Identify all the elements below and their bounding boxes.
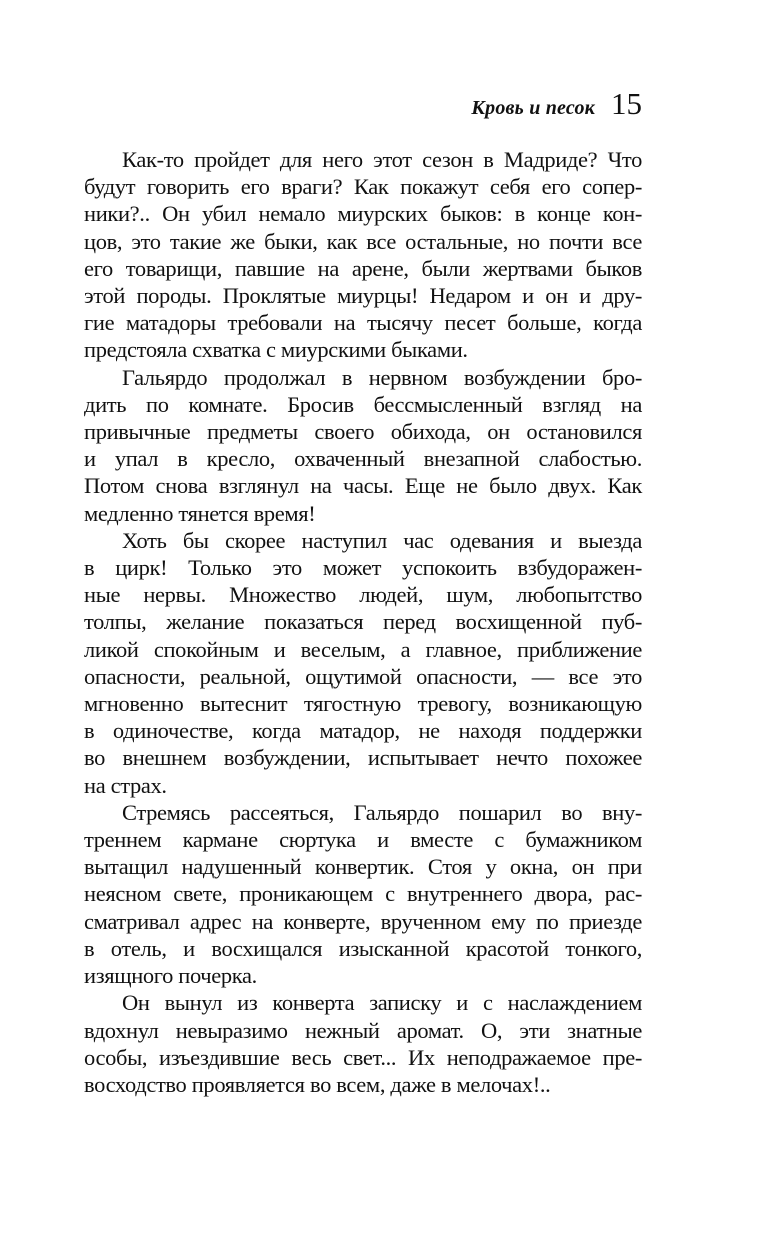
- text-line: мгновенно вытеснит тягостную тревогу, возникающую: [84, 691, 642, 717]
- running-title: Кровь и песок: [471, 97, 595, 119]
- text-line: в цирк! Только это может успокоить взбудоражен-: [84, 555, 642, 581]
- paragraph: [84, 989, 642, 1098]
- text-line: на страх.: [84, 772, 167, 798]
- text-line: в отель, и восхищался изысканной красотой тонкого,: [84, 935, 642, 961]
- text-line: изящного почерка.: [84, 963, 257, 989]
- text-line: ликой спокойным и веселым, а главное, приближение: [84, 636, 642, 662]
- text-line: Потом снова взглянул на часы. Еще не было двух. Как: [84, 473, 642, 499]
- text-line: ники?.. Он убил немало миурских быков: в конце кон-: [84, 201, 642, 227]
- paragraph: [84, 527, 642, 799]
- text-line: Он вынул из конверта записку и с наслаждением: [122, 990, 642, 1016]
- text-line: Гальярдо продолжал в нервном возбуждении бро-: [122, 364, 642, 390]
- text-line: ные нервы. Множество людей, шум, любопытство: [84, 582, 642, 608]
- text-line: этой породы. Проклятые миурцы! Недаром и он и дру-: [84, 283, 642, 309]
- text-line: восходство проявляется во всем, даже в мелочах!..: [84, 1071, 551, 1097]
- text-line: предстояла схватка с миурскими быками.: [84, 337, 468, 363]
- text-line: цов, это такие же быки, как все остальные, но почти все: [84, 228, 642, 254]
- text-line: и упал в кресло, охваченный внезапной слабостью.: [84, 446, 642, 472]
- page-number: 15: [611, 86, 642, 121]
- text-line: привычные предметы своего обихода, он остановился: [84, 419, 642, 445]
- text-line: особы, изъездившие весь свет... Их неподражаемое пре-: [84, 1044, 642, 1070]
- text-line: вытащил надушенный конвертик. Стоя у окна, он при: [84, 854, 642, 880]
- text-line: опасности, реальной, ощутимой опасности, — все это: [84, 663, 642, 689]
- text-line: в одиночестве, когда матадор, не находя поддержки: [84, 718, 642, 744]
- text-line: вдохнул невыразимо нежный аромат. О, эти знатные: [84, 1017, 642, 1043]
- text-line: Стремясь рассеяться, Гальярдо пошарил во вну-: [122, 799, 642, 825]
- body-text: [84, 146, 642, 1098]
- text-line: будут говорить его враги? Как покажут себя его сопер-: [84, 174, 642, 200]
- text-line: неясном свете, проникающем с внутреннего двора, рас-: [84, 881, 642, 907]
- text-line: сматривал адрес на конверте, врученном ему по приезде: [84, 908, 642, 934]
- paragraph: [84, 364, 642, 527]
- running-head: [471, 86, 642, 122]
- text-line: толпы, желание показаться перед восхищенной пуб-: [84, 609, 642, 635]
- text-line: дить по комнате. Бросив бессмысленный взгляд на: [84, 391, 642, 417]
- paragraph: [84, 146, 642, 364]
- text-line: треннем кармане сюртука и вместе с бумажником: [84, 827, 642, 853]
- text-line: медленно тянется время!: [84, 500, 316, 526]
- paragraph: [84, 799, 642, 989]
- text-line: гие матадоры требовали на тысячу песет больше, когда: [84, 310, 642, 336]
- text-line: Как-то пройдет для него этот сезон в Мадриде? Что: [122, 147, 642, 172]
- text-line: Хоть бы скорее наступил час одевания и выезда: [122, 527, 642, 553]
- text-line: во внешнем возбуждении, испытывает нечто похожее: [84, 745, 642, 771]
- text-line: его товарищи, павшие на арене, были жертвами быков: [84, 255, 642, 281]
